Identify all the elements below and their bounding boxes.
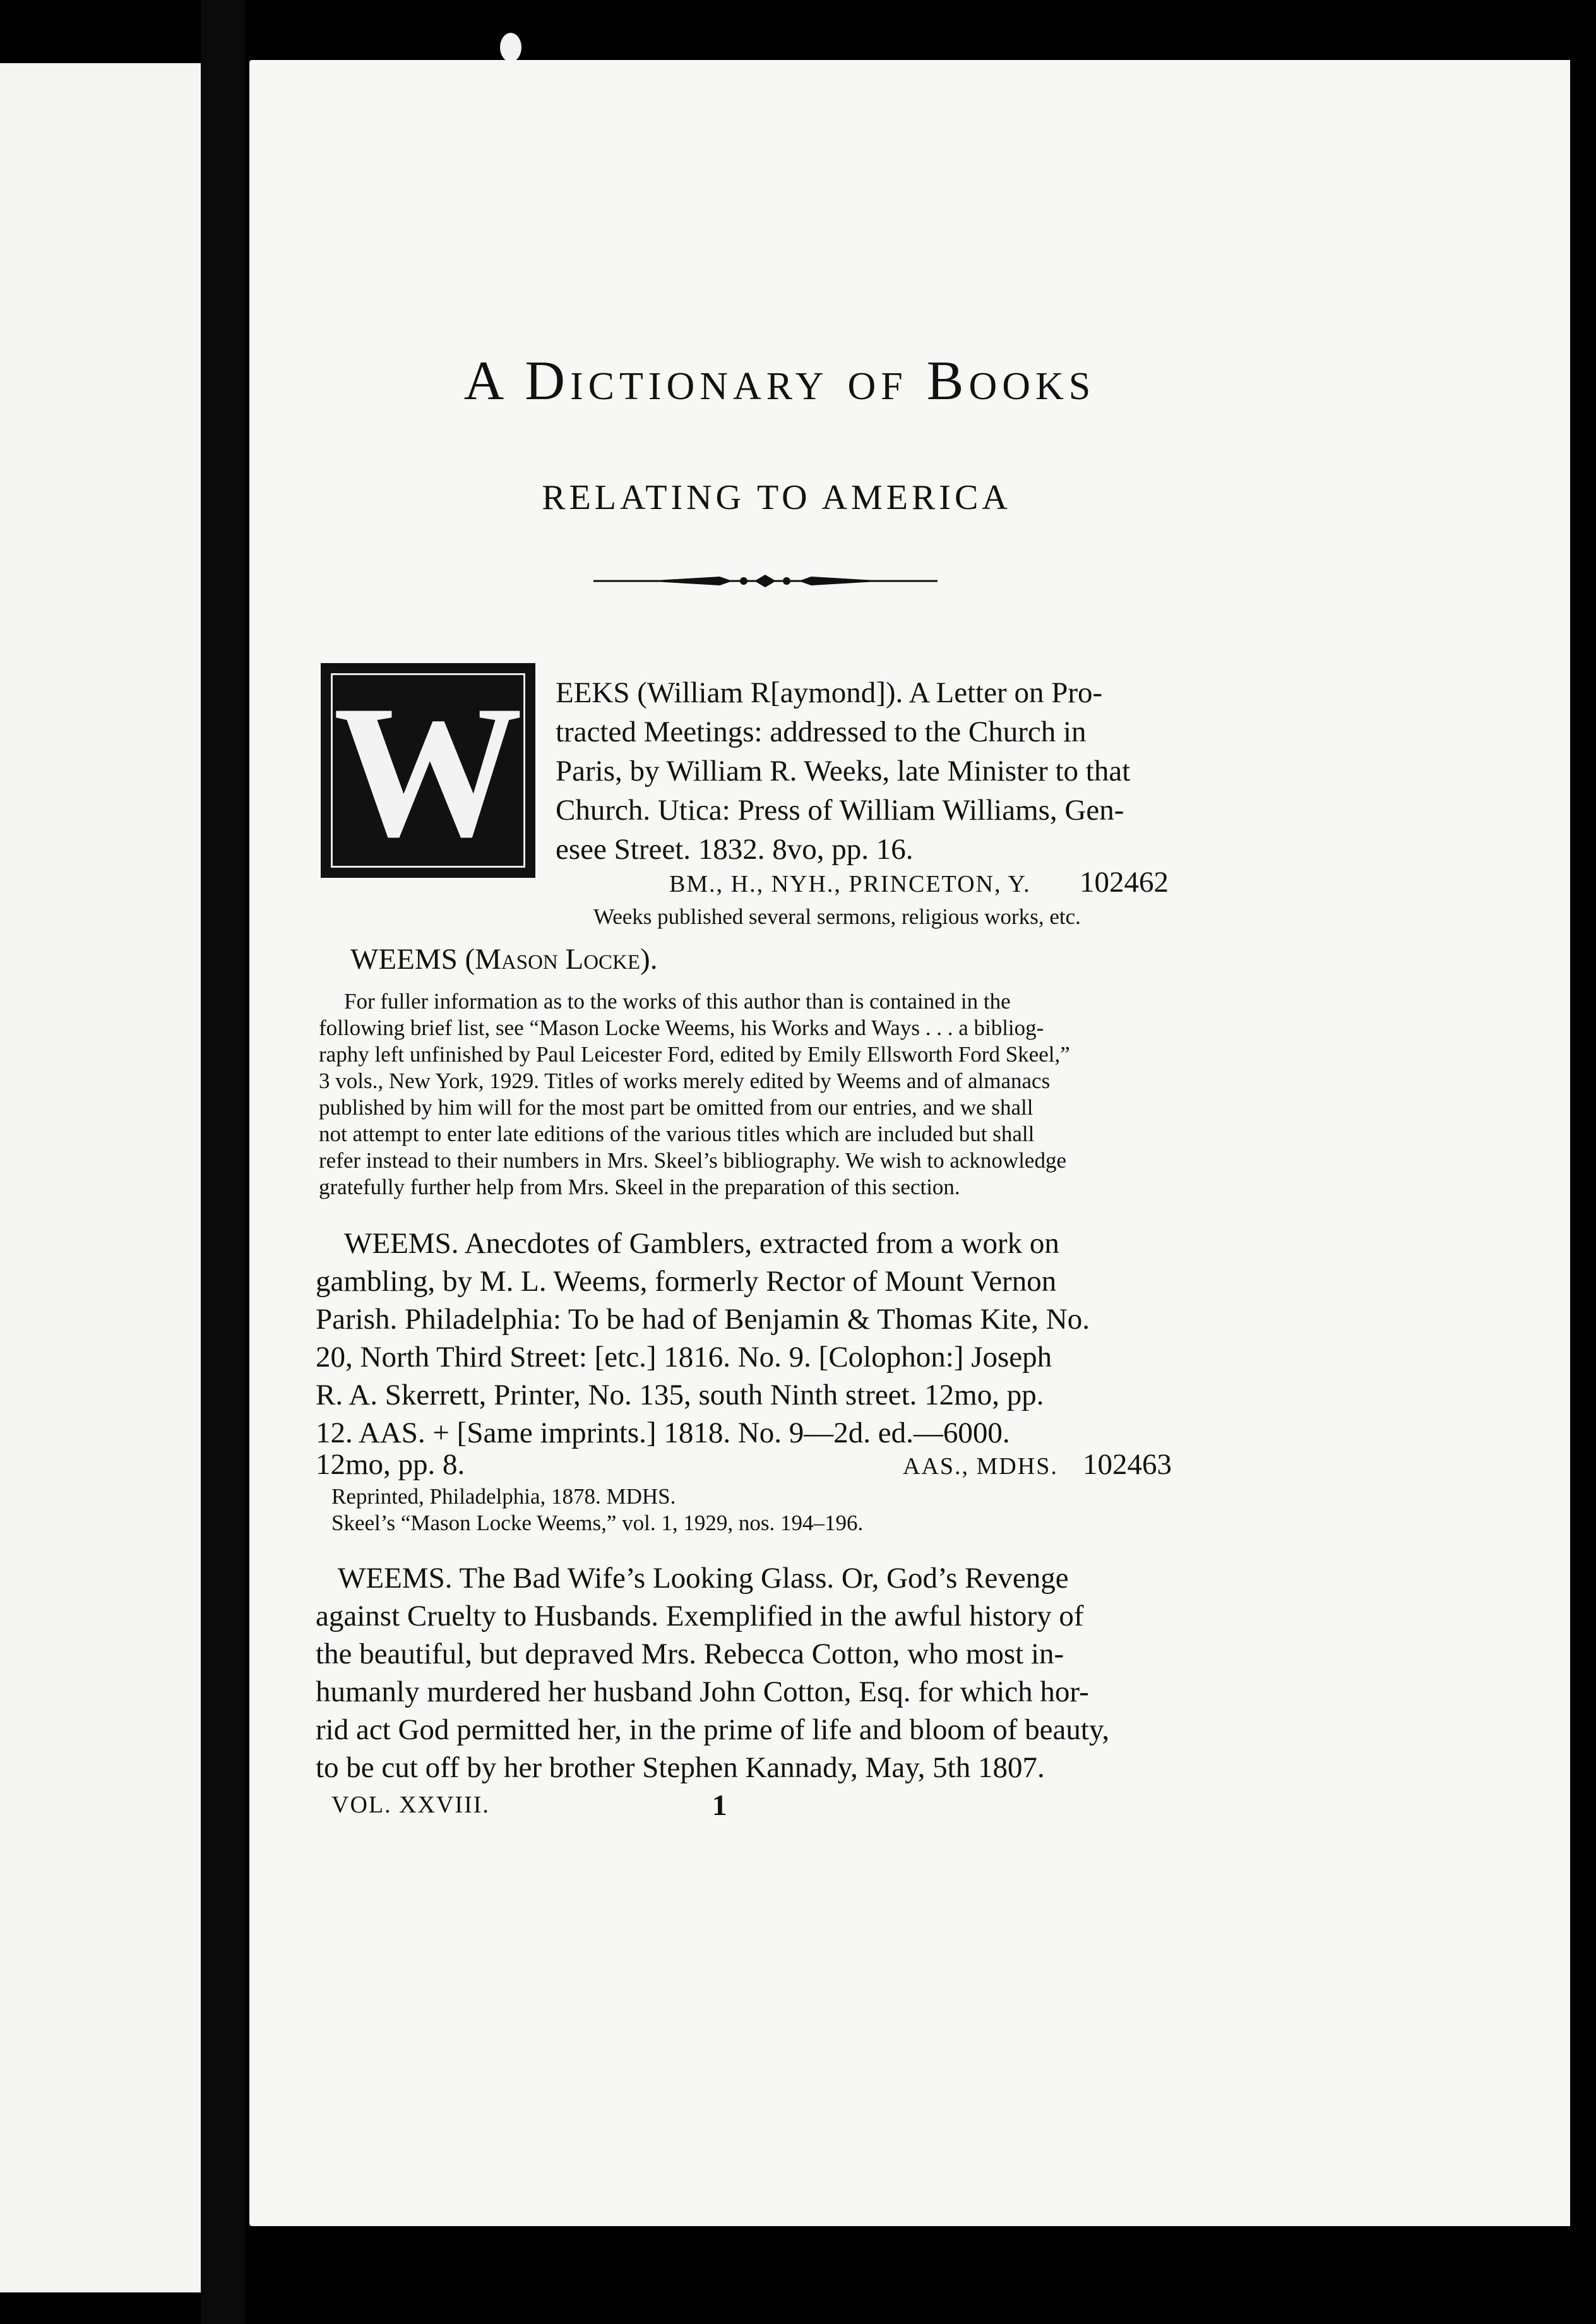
entry1-number: 102462	[1080, 866, 1169, 899]
entry1-line: tracted Meetings: addressed to the Church in	[556, 716, 1087, 748]
ornament-rule	[593, 565, 938, 597]
entry3-locations: AAS., MDHS.	[903, 1453, 1058, 1480]
entry2-note-line: refer instead to their numbers in Mrs. Skeel’s bibliography. We wish to acknowledge	[319, 1148, 1067, 1173]
entry2-note-line: raphy left unfinished by Paul Leicester Ford, edited by Emily Ellsworth Ford Skeel,”	[319, 1042, 1070, 1067]
entry1-locations: BM., H., NYH., PRINCETON, Y.	[669, 871, 1031, 897]
entry1-line: EEKS (William R[aymond]). A Letter on Pro-	[556, 676, 1103, 709]
entry4-line: the beautiful, but depraved Mrs. Rebecca Cotton, who most in-	[316, 1638, 1064, 1670]
entry3-line: R. A. Skerrett, Printer, No. 135, south Ninth street. 12mo, pp.	[316, 1379, 1044, 1411]
entry1-line: Church. Utica: Press of William Williams, Gen-	[556, 794, 1124, 827]
entry2-heading: WEEMS (Mason Locke).	[350, 943, 658, 976]
entry3-line: Parish. Philadelphia: To be had of Benjamin & Thomas Kite, No.	[316, 1303, 1090, 1336]
entry4-line: humanly murdered her husband John Cotton, Esq. for which hor-	[316, 1675, 1089, 1708]
entry3-note: Reprinted, Philadelphia, 1878. MDHS.	[331, 1484, 676, 1509]
entry2-note-line: 3 vols., New York, 1929. Titles of works merely edited by Weems and of almanacs	[319, 1069, 1051, 1093]
entry4-line: WEEMS. The Bad Wife’s Looking Glass. Or, God’s Revenge	[338, 1562, 1069, 1595]
decorative-dropcap	[321, 663, 535, 878]
entry3-line: gambling, by M. L. Weems, formerly Rector of Mount Vernon	[316, 1265, 1057, 1298]
entry2-note-line: not attempt to enter late editions of the various titles which are included but shall	[319, 1122, 1035, 1146]
entry4-line: rid act God permitted her, in the prime of life and bloom of beauty,	[316, 1713, 1110, 1746]
entry4-line: to be cut off by her brother Stephen Kannady, May, 5th 1807.	[316, 1751, 1045, 1784]
entry2-note-line: following brief list, see “Mason Locke Weems, his Works and Ways . . . a bibliog-	[319, 1015, 1044, 1040]
punch-hole	[500, 33, 521, 62]
entry2-note-line: For fuller information as to the works of this author than is contained in the	[344, 989, 1011, 1014]
entry3-line: 12mo, pp. 8.	[316, 1448, 465, 1481]
entry3-number: 102463	[1083, 1448, 1172, 1481]
entry4-line: against Cruelty to Husbands. Exemplified in the awful history of	[316, 1600, 1084, 1632]
entry3-line: 12. AAS. + [Same imprints.] 1818. No. 9—2d. ed.—6000.	[316, 1417, 1010, 1449]
binding-shadow	[201, 0, 245, 2324]
entry1-line: esee Street. 1832. 8vo, pp. 16.	[556, 833, 914, 866]
facing-page-edge	[0, 63, 205, 2292]
page-subtitle: RELATING TO AMERICA	[542, 478, 1011, 517]
entry3-line: WEEMS. Anecdotes of Gamblers, extracted from a work on	[344, 1227, 1059, 1260]
page-title: A Dictionary of Books	[463, 350, 1096, 412]
entry3-note: Skeel’s “Mason Locke Weems,” vol. 1, 1929, nos. 194–196.	[331, 1511, 864, 1535]
entry1-note: Weeks published several sermons, religious works, etc.	[593, 904, 1081, 929]
volume-label: VOL. XXVIII.	[331, 1792, 490, 1818]
entry3-line: 20, North Third Street: [etc.] 1816. No. 9. [Colophon:] Joseph	[316, 1341, 1052, 1374]
page-number: 1	[712, 1789, 727, 1822]
dropcap-letter: W	[333, 666, 523, 876]
entry2-note-line: published by him will for the most part be omitted from our entries, and we shall	[319, 1095, 1033, 1120]
entry1-line: Paris, by William R. Weeks, late Minister to that	[556, 755, 1131, 788]
entry2-note-line: gratefully further help from Mrs. Skeel in the preparation of this section.	[319, 1175, 960, 1199]
